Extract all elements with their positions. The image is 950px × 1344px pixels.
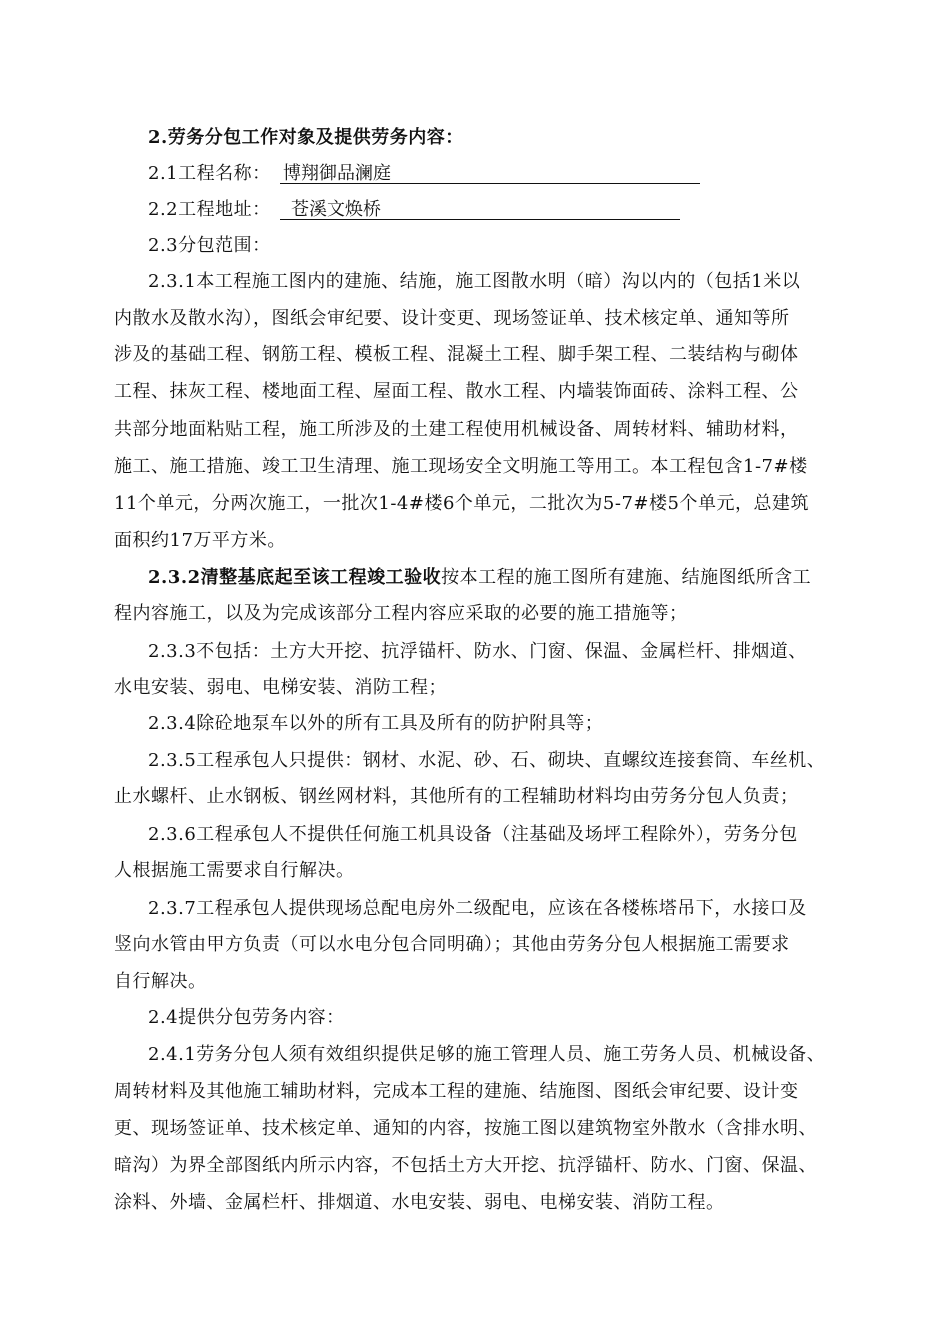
p231-line: 涉及的基础工程、钢筋工程、模板工程、混凝土工程、脚手架工程、二装结构与砌体	[114, 344, 799, 365]
project-name-underline	[280, 183, 700, 184]
p241-line: 2.4.1劳务分包人须有效组织提供足够的施工管理人员、施工劳务人员、机械设备、	[148, 1044, 826, 1065]
project-name-label: 2.1工程名称：	[148, 163, 271, 184]
p231-line: 2.3.1本工程施工图内的建施、结施，施工图散水明（暗）沟以内的（包括1米以	[148, 271, 801, 292]
scope-heading: 2.3分包范围：	[148, 235, 271, 256]
project-address-label: 2.2工程地址：	[148, 199, 271, 220]
section-heading: 2.劳务分包工作对象及提供劳务内容：	[148, 127, 464, 148]
p231-line: 施工、施工措施、竣工卫生清理、施工现场安全文明施工等用工。本工程包含1-7#楼	[114, 456, 808, 477]
p236-line: 人根据施工需要求自行解决。	[114, 860, 355, 881]
p231-line: 面积约17万平方米。	[114, 530, 286, 551]
p231-line: 工程、抹灰工程、楼地面工程、屋面工程、散水工程、内墙装饰面砖、涂料工程、公	[114, 381, 799, 402]
p232-line: 程内容施工，以及为完成该部分工程内容应采取的必要的施工措施等；	[114, 603, 688, 624]
p237-line: 自行解决。	[114, 971, 207, 992]
p233-line: 2.3.3不包括：土方大开挖、抗浮锚杆、防水、门窗、保温、金属栏杆、排烟道、	[148, 641, 807, 662]
project-address-underline	[280, 219, 680, 220]
p24-heading: 2.4提供分包劳务内容：	[148, 1007, 345, 1028]
p234-line: 2.3.4除砼地泵车以外的所有工具及所有的防护附具等；	[148, 713, 604, 734]
p231-line: 11个单元，分两次施工，一批次1-4#楼6个单元，二批次为5-7#楼5个单元，总建筑	[114, 493, 809, 514]
p232-bold-part: 2.3.2清整基底起至该工程竣工验收	[148, 567, 442, 588]
p235-line: 2.3.5工程承包人只提供：钢材、水泥、砂、石、砌块、直螺纹连接套筒、车丝机、	[148, 750, 826, 771]
p235-line: 止水螺杆、止水钢板、钢丝网材料，其他所有的工程辅助材料均由劳务分包人负责；	[114, 786, 799, 807]
p232-line	[148, 565, 854, 591]
p237-line: 2.3.7工程承包人提供现场总配电房外二级配电，应该在各楼栋塔吊下，水接口及	[148, 898, 807, 919]
p241-line: 更、现场签证单、技术核定单、通知的内容，按施工图以建筑物室外散水（含排水明、	[114, 1118, 817, 1139]
p231-line: 内散水及散水沟），图纸会审纪要、设计变更、现场签证单、技术核定单、通知等所	[114, 308, 790, 329]
p241-line: 暗沟）为界全部图纸内所示内容，不包括土方大开挖、抗浮锚杆、防水、门窗、保温、	[114, 1155, 817, 1176]
p241-line: 涂料、外墙、金属栏杆、排烟道、水电安装、弱电、电梯安装、消防工程。	[114, 1192, 725, 1213]
p233-line: 水电安装、弱电、电梯安装、消防工程；	[114, 677, 447, 698]
p237-line: 竖向水管由甲方负责（可以水电分包合同明确）；其他由劳务分包人根据施工需要求	[114, 934, 790, 955]
project-name-value: 博翔御品澜庭	[283, 163, 391, 184]
p241-line: 周转材料及其他施工辅助材料，完成本工程的建施、结施图、图纸会审纪要、设计变	[114, 1081, 799, 1102]
project-address-value: 苍溪文焕桥	[291, 199, 381, 220]
p231-line: 共部分地面粘贴工程，施工所涉及的土建工程使用机械设备、周转材料、辅助材料，	[114, 419, 799, 440]
p236-line: 2.3.6工程承包人不提供任何施工机具设备（注基础及场坪工程除外），劳务分包	[148, 824, 798, 845]
p232-rest: 按本工程的施工图所有建施、结施图纸所含工	[441, 567, 812, 588]
